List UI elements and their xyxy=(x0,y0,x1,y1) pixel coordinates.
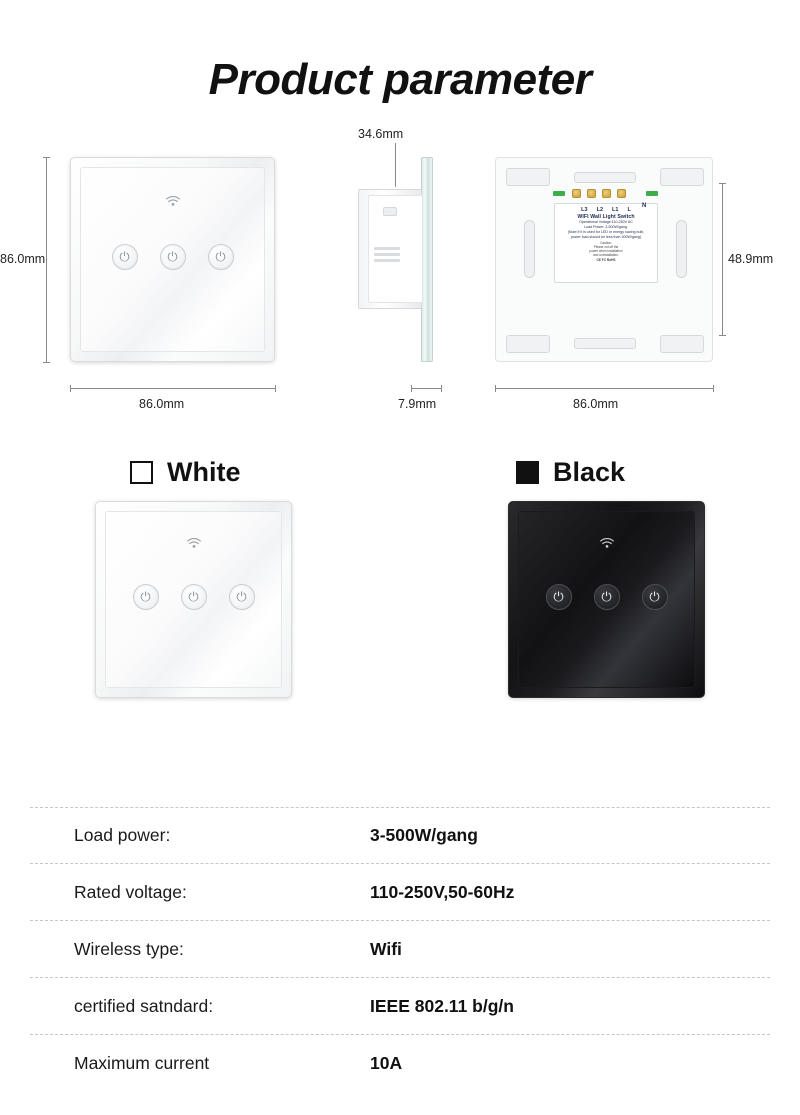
measure-tick xyxy=(719,335,726,336)
measure-tick xyxy=(275,385,276,392)
spec-label-line-4: power load should be less than 300W/gang) xyxy=(570,234,642,239)
table-row xyxy=(30,864,770,921)
power-button-3[interactable] xyxy=(208,244,234,270)
measure-line-back-height xyxy=(722,183,723,335)
table-row xyxy=(30,807,770,864)
dim-back-height: 48.9mm xyxy=(728,252,774,266)
dim-side-top: 34.6mm xyxy=(358,127,404,141)
terminal-screws xyxy=(572,189,626,198)
wifi-icon xyxy=(165,196,180,209)
dimension-diagram-section xyxy=(0,127,800,435)
neutral-letter: N xyxy=(642,203,647,209)
variant-header-white xyxy=(130,457,241,488)
measure-tick xyxy=(70,385,71,392)
button-row xyxy=(509,584,704,610)
color-variants-section xyxy=(0,457,800,727)
back-view-panel xyxy=(495,157,713,362)
screw-slot-left xyxy=(524,220,535,278)
wifi-icon xyxy=(186,538,201,551)
product-parameter-page xyxy=(0,55,800,1115)
mount-plate-tl xyxy=(506,168,550,186)
spec-value: IEEE 802.11 b/g/n xyxy=(370,995,514,1016)
page-title: Product parameter xyxy=(208,55,592,104)
measure-line-back-width xyxy=(495,388,713,389)
power-icon: ⏻ xyxy=(140,589,151,604)
spec-key: Load power: xyxy=(74,825,171,845)
screw-slot-right xyxy=(676,220,687,278)
power-icon: ⏻ xyxy=(167,249,178,264)
spec-label-line-1: Operational Voltage:110-250V AC xyxy=(579,220,633,224)
dim-front-width: 86.0mm xyxy=(139,397,185,411)
power-button-1[interactable] xyxy=(133,584,159,610)
button-row xyxy=(71,244,274,270)
measure-line-side-width xyxy=(411,388,441,389)
power-button-2[interactable] xyxy=(160,244,186,270)
mount-plate-tr xyxy=(660,168,704,186)
wifi-icon xyxy=(599,538,614,551)
indicator-chip-right xyxy=(646,191,658,196)
spec-label-title: WIFI Wall Light Switch xyxy=(577,214,635,220)
table-row xyxy=(30,921,770,978)
caution-line-1: Please cut off the xyxy=(593,245,619,250)
spec-key: certified satndard: xyxy=(74,995,214,1016)
power-icon: ⏻ xyxy=(188,589,199,604)
indicator-chip-left xyxy=(553,191,565,196)
measure-tick xyxy=(441,385,442,392)
power-icon: ⏻ xyxy=(215,249,226,264)
swatch-white[interactable] xyxy=(130,461,153,484)
measure-tick xyxy=(713,385,714,392)
back-bottom-notch xyxy=(574,338,636,349)
variant-label-white: White xyxy=(167,457,241,487)
measure-line-front-width xyxy=(70,388,275,389)
power-button-3[interactable] xyxy=(642,584,668,610)
terminal-screw xyxy=(572,189,581,198)
product-image-white xyxy=(95,501,292,698)
power-icon: ⏻ xyxy=(601,589,612,604)
spec-value: Wifi xyxy=(370,938,402,959)
spec-value: 110-250V,50-60Hz xyxy=(370,881,515,902)
spec-key: Rated voltage: xyxy=(74,881,187,902)
measure-tick xyxy=(43,157,50,158)
power-button-3[interactable] xyxy=(229,584,255,610)
dim-side-width: 7.9mm xyxy=(398,397,437,411)
mount-plate-br xyxy=(660,335,704,353)
spec-label-line-3: (Note:If it is used for LED or energy saving bulb, xyxy=(567,229,645,234)
power-button-1[interactable] xyxy=(112,244,138,270)
power-button-1[interactable] xyxy=(546,584,572,610)
terminal-letter-l3: L3 xyxy=(581,207,588,213)
spec-label-line-2: Load Power: 3-500W/gang. xyxy=(584,224,628,229)
measure-tick xyxy=(719,183,726,184)
terminal-letter-l: L xyxy=(627,207,631,213)
spec-value: 3-500W/gang xyxy=(370,825,478,845)
mount-plate-bl xyxy=(506,335,550,353)
dim-back-width: 86.0mm xyxy=(573,397,619,411)
swatch-black[interactable] xyxy=(516,461,539,484)
caution-title: Caution: xyxy=(600,241,612,246)
terminal-letter-l2: L2 xyxy=(596,207,604,213)
measure-line-front-height xyxy=(46,157,47,362)
terminal-letter-l1: L1 xyxy=(612,207,619,213)
power-icon: ⏻ xyxy=(119,249,130,264)
button-row xyxy=(96,584,291,610)
spec-key: Maximum current xyxy=(74,1053,210,1073)
measure-tick xyxy=(411,385,412,392)
power-icon: ⏻ xyxy=(553,589,564,604)
measure-tick xyxy=(495,385,496,392)
dim-front-height: 86.0mm xyxy=(0,252,46,266)
terminal-screw xyxy=(602,189,611,198)
side-connector xyxy=(383,207,397,216)
measure-tick xyxy=(43,362,50,363)
product-image-black xyxy=(508,501,705,698)
power-button-2[interactable] xyxy=(181,584,207,610)
spec-label xyxy=(554,203,658,283)
caution-line-2: power when installation xyxy=(589,249,623,254)
terminal-screw xyxy=(587,189,596,198)
spec-key: Wireless type: xyxy=(74,938,184,959)
caution-line-3: and uninstallation. xyxy=(593,253,619,258)
side-vent-slots xyxy=(374,247,400,265)
table-row xyxy=(30,978,770,1035)
terminal-letters xyxy=(559,207,653,213)
spec-value: 10A xyxy=(370,1053,403,1073)
terminal-screw xyxy=(617,189,626,198)
power-icon: ⏻ xyxy=(649,589,660,604)
table-row xyxy=(30,1035,770,1092)
certification-marks: CE FC RoHS xyxy=(596,258,616,263)
power-icon: ⏻ xyxy=(236,589,247,604)
back-top-notch xyxy=(574,172,636,183)
variant-label-black: Black xyxy=(553,457,626,487)
variant-header-black xyxy=(516,457,625,488)
specification-table xyxy=(30,807,770,1092)
measure-line-side-top xyxy=(395,143,396,187)
front-view-panel xyxy=(70,157,275,362)
power-button-2[interactable] xyxy=(594,584,620,610)
